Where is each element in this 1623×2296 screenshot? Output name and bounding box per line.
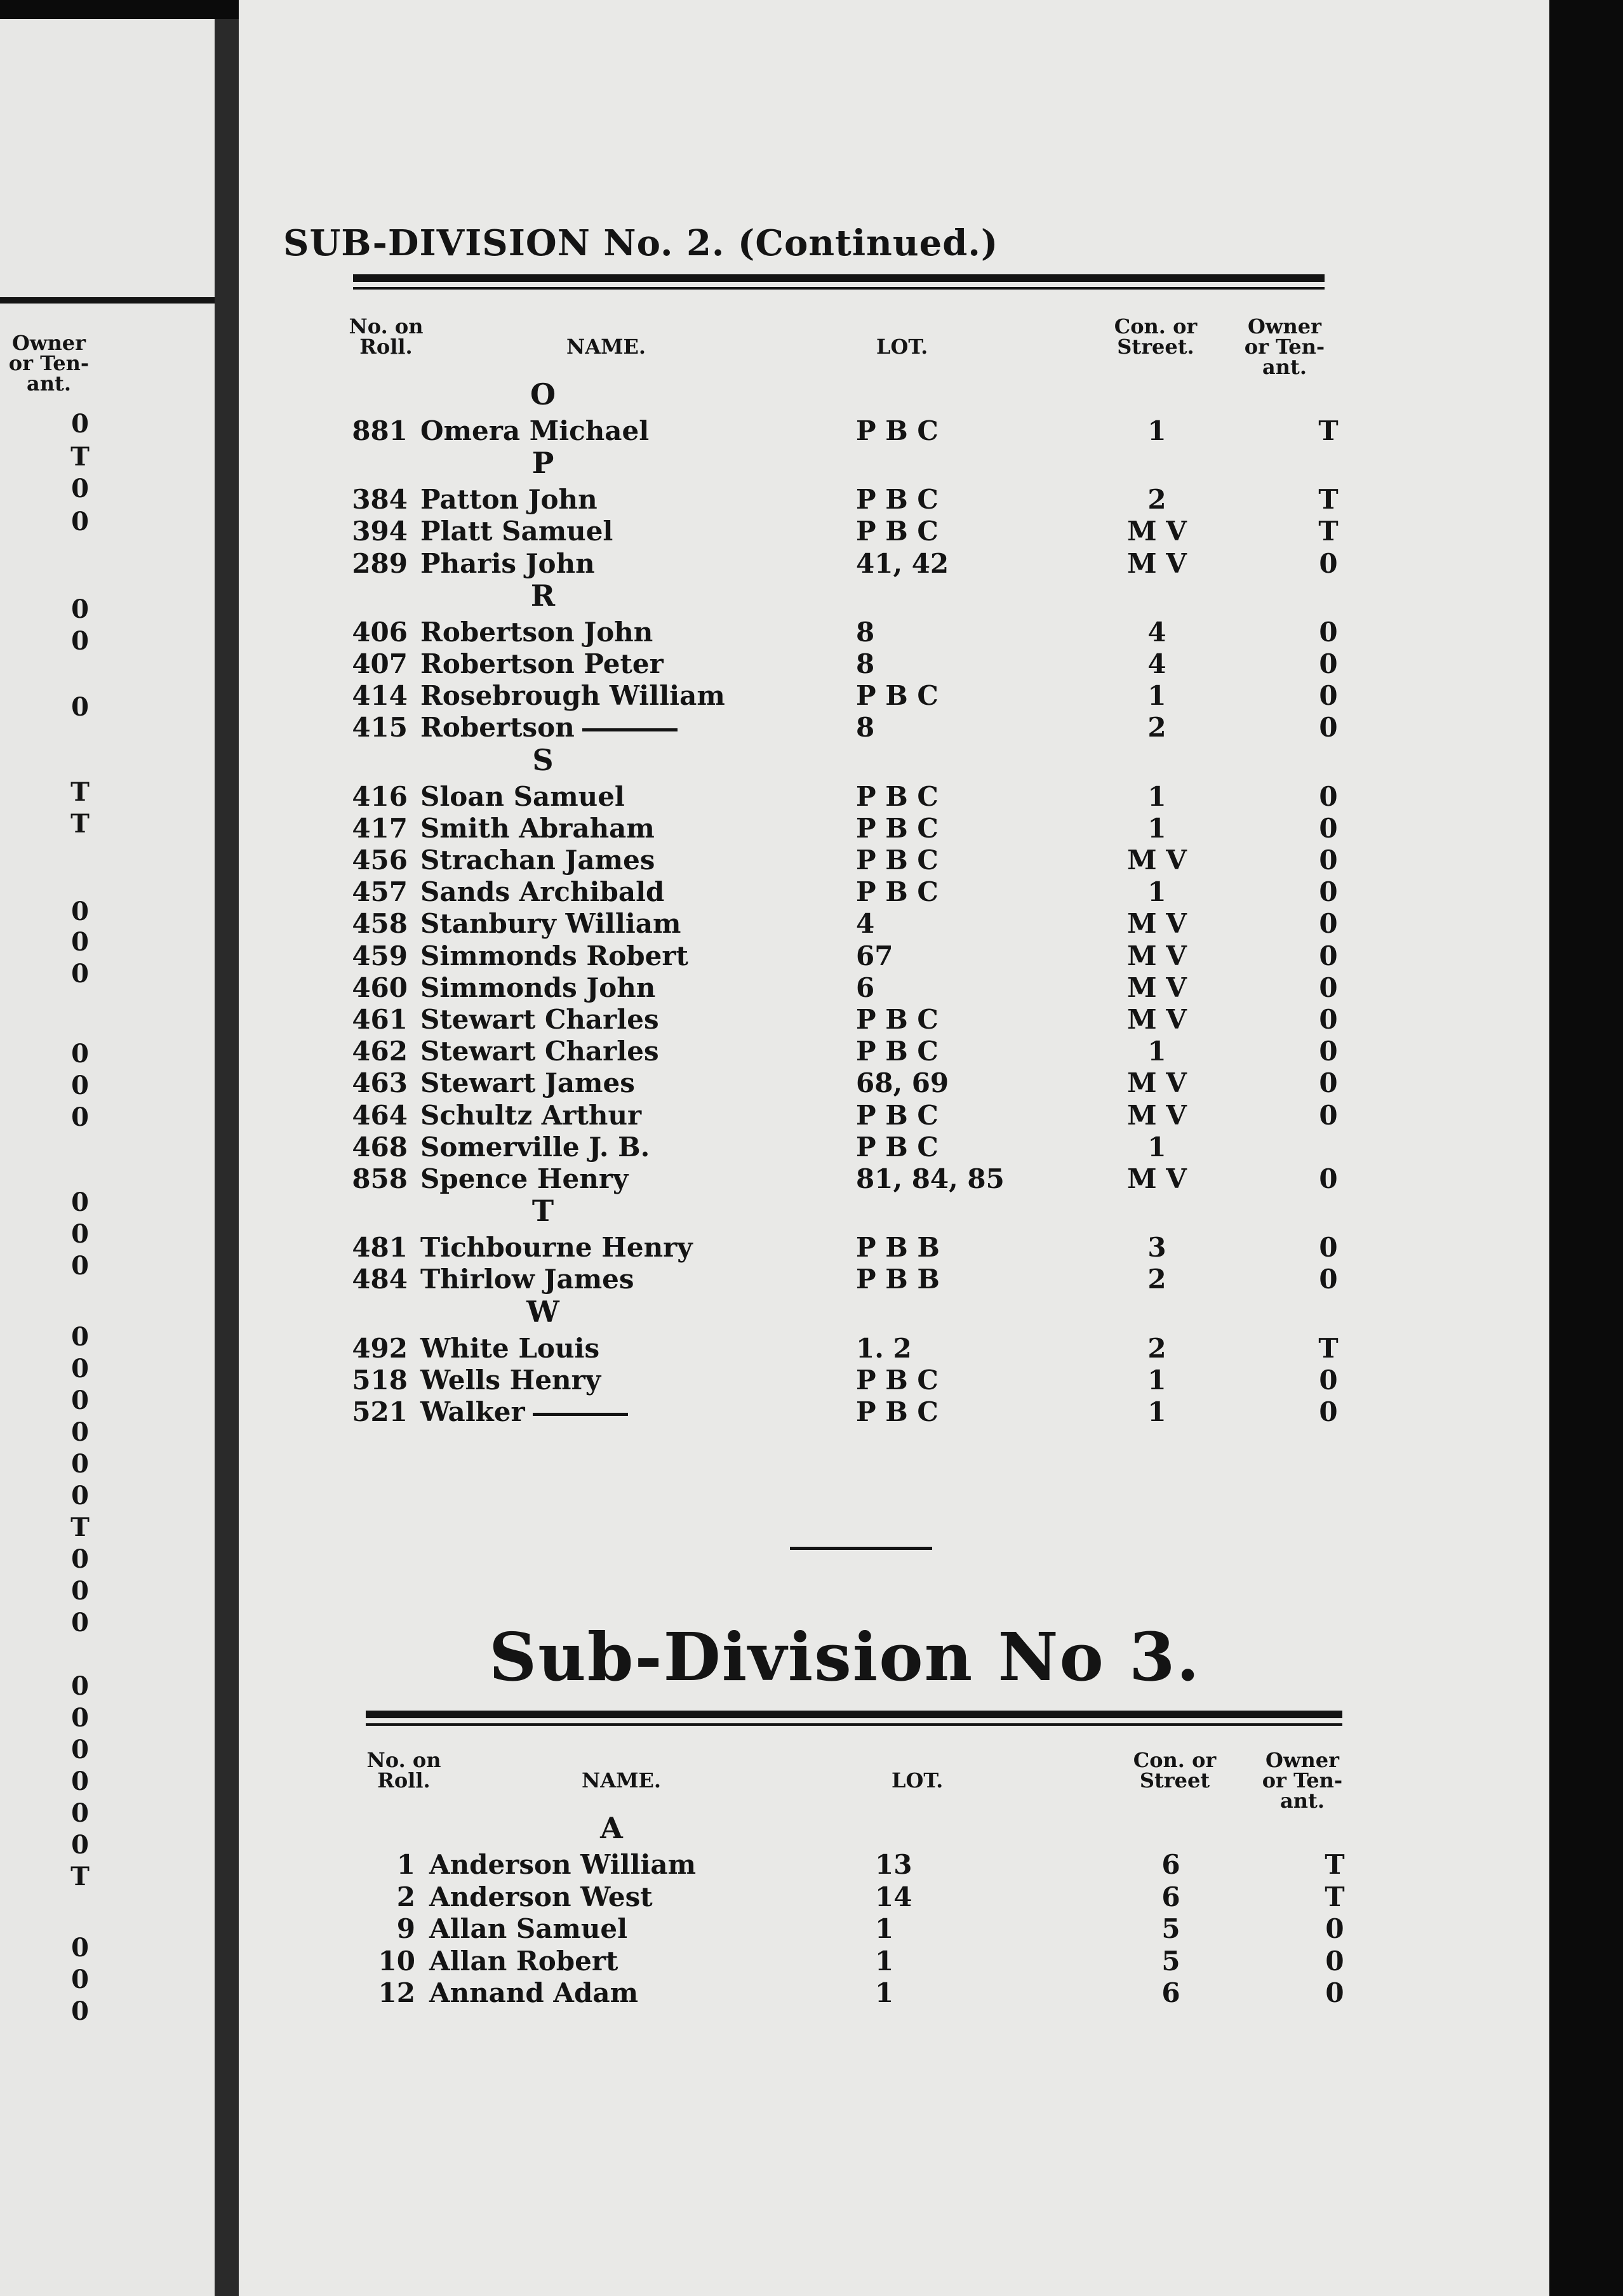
roll-number: 416: [352, 780, 408, 812]
owner-mark: 0: [71, 897, 89, 926]
owner-tenant-value: T: [1325, 1881, 1345, 1912]
owner-mark: 0: [71, 1766, 89, 1796]
owner-mark: 0: [71, 474, 89, 504]
name-text: Wells Henry: [420, 1364, 601, 1396]
lot-value: 67: [856, 940, 893, 971]
owner-mark: 0: [71, 927, 89, 957]
roll-number: 462: [352, 1036, 408, 1067]
name-text: Stewart James: [420, 1067, 635, 1099]
name-text: Tichbourne Henry: [420, 1232, 693, 1264]
name-header: NAME.: [582, 1768, 662, 1792]
owner-mark: 0: [71, 507, 89, 537]
header-line: Owner: [12, 331, 86, 355]
lot-value: P B C: [856, 844, 938, 876]
lot-value: 4: [856, 908, 875, 940]
left-page-fragment: [0, 19, 215, 2296]
lot-value: 1: [875, 1945, 894, 1977]
concession-value: 1: [1147, 1364, 1166, 1396]
roll-number: 1: [396, 1849, 415, 1880]
roll-number: 457: [352, 876, 408, 908]
owner-name: [420, 1396, 628, 1428]
lot-value: P B C: [856, 680, 938, 712]
lot-value: P B C: [856, 876, 938, 908]
name-text: Anderson West: [429, 1881, 653, 1912]
concession-value: M V: [1127, 516, 1187, 547]
concession-value: M V: [1127, 1004, 1187, 1035]
concession-value: 1: [1147, 1396, 1166, 1427]
left-page-rule: [0, 297, 215, 304]
name-text: Schultz Arthur: [420, 1099, 642, 1131]
owner-name: [420, 1131, 650, 1163]
owner-mark: 0: [71, 1933, 89, 1963]
name-text: Robertson Peter: [420, 648, 664, 679]
owner-tenant-value: 0: [1325, 1977, 1344, 2008]
owner-mark: 0: [71, 409, 89, 439]
owner-tenant-value: 0: [1319, 1036, 1338, 1067]
owner-mark: 0: [71, 1671, 89, 1701]
lot-value: 41, 42: [856, 547, 949, 579]
lot-value: P B C: [856, 812, 938, 844]
owner-tenant-header: [1255, 1750, 1350, 1811]
concession-value: 1: [1147, 1036, 1166, 1067]
lot-value: 81, 84, 85: [856, 1163, 1005, 1194]
owner-tenant-header-line: ant.: [1280, 1789, 1325, 1813]
concession-header: [1105, 316, 1206, 357]
owner-mark: 0: [71, 1798, 89, 1828]
roll-number: 459: [352, 940, 408, 971]
concession-value: 6: [1161, 1849, 1180, 1880]
roll-number: 406: [352, 616, 408, 648]
roll-number: 460: [352, 971, 408, 1003]
owner-mark: 0: [71, 626, 89, 656]
owner-name: [420, 813, 655, 844]
owner-tenant-value: 0: [1319, 876, 1338, 908]
owner-tenant-value: 0: [1319, 812, 1338, 844]
owner-mark: 0: [71, 1322, 89, 1352]
concession-value: M V: [1127, 940, 1187, 971]
header-line: ant.: [27, 371, 71, 396]
owner-name: [420, 648, 664, 680]
owner-tenant-value: 0: [1319, 1067, 1338, 1099]
owner-tenant-value: 0: [1319, 712, 1338, 744]
name-text: Walker: [420, 1396, 525, 1427]
owner-mark: 0: [71, 1965, 89, 1994]
owner-mark: 0: [71, 1481, 89, 1511]
owner-tenant-value: 0: [1319, 1396, 1338, 1427]
owner-tenant-value: 0: [1319, 844, 1338, 876]
owner-mark: 0: [71, 1219, 89, 1249]
name-header: NAME.: [566, 335, 646, 359]
sub-division-3-rule-thick: [366, 1711, 1342, 1718]
owner-tenant-header: [1237, 316, 1332, 377]
lot-value: P B C: [856, 516, 938, 547]
owner-tenant-value: 0: [1325, 1913, 1344, 1944]
owner-tenant-value: 0: [1319, 1232, 1338, 1264]
owner-mark: 0: [71, 959, 89, 989]
section-letter: R: [530, 578, 556, 613]
name-text: Strachan James: [420, 844, 655, 876]
roll-number: 858: [352, 1163, 408, 1194]
owner-tenant-value: 0: [1319, 547, 1338, 579]
roll-number: 415: [352, 712, 408, 744]
roll-number: 394: [352, 516, 408, 547]
owner-tenant-value: 0: [1319, 1163, 1338, 1194]
concession-value: 2: [1147, 484, 1166, 516]
owner-name: [420, 1232, 693, 1264]
name-text: Allan Robert: [429, 1945, 618, 1977]
owner-name: [420, 1163, 628, 1195]
lot-header: LOT.: [876, 335, 928, 359]
owner-mark: T: [70, 1862, 90, 1892]
section-letter: O: [530, 377, 556, 411]
roll-number: 518: [352, 1364, 408, 1396]
header-line: or Ten-: [8, 351, 90, 375]
concession-value: 6: [1161, 1977, 1180, 2008]
owner-name: [420, 415, 649, 447]
lot-value: P B C: [856, 415, 938, 446]
name-text: Robertson John: [420, 616, 653, 648]
concession-value: M V: [1127, 971, 1187, 1003]
owner-name: [420, 781, 625, 813]
roll-number: 521: [352, 1396, 408, 1427]
header-rule-thin: [353, 287, 1325, 290]
owner-mark: 0: [71, 1071, 89, 1100]
section-letter: W: [526, 1294, 559, 1329]
owner-mark: 0: [71, 1449, 89, 1479]
owner-tenant-value: 0: [1319, 908, 1338, 940]
lot-value: 1: [875, 1913, 894, 1944]
roll-number: 468: [352, 1131, 408, 1163]
owner-mark: 0: [71, 1544, 89, 1574]
owner-name: [420, 972, 655, 1004]
roll-number-header: [359, 1750, 448, 1791]
section-letter: A: [600, 1811, 623, 1845]
concession-value: 1: [1147, 680, 1166, 712]
owner-name: [420, 548, 595, 580]
section-letter: P: [531, 446, 554, 481]
roll-number: 484: [352, 1264, 408, 1295]
owner-tenant-value: T: [1318, 516, 1339, 547]
owner-name: [420, 908, 681, 940]
lot-value: P B B: [856, 1232, 940, 1264]
owner-tenant-value: 0: [1319, 616, 1338, 648]
concession-value: M V: [1127, 1099, 1187, 1131]
concession-header-line: Con. or: [1133, 1748, 1217, 1772]
owner-name: [420, 484, 598, 516]
concession-value: 3: [1147, 1232, 1166, 1264]
owner-name: [420, 617, 653, 648]
owner-tenant-value: T: [1318, 1332, 1339, 1364]
concession-value: M V: [1127, 908, 1187, 940]
name-text: Patton John: [420, 484, 598, 516]
owner-name: [420, 1100, 641, 1131]
owner-tenant-value: 0: [1319, 780, 1338, 812]
name-text: Sands Archibald: [420, 876, 665, 908]
owner-tenant-value: 0: [1319, 1004, 1338, 1035]
lot-value: 14: [875, 1881, 912, 1912]
lot-value: P B C: [856, 1004, 938, 1035]
owner-tenant-header-line: Owner: [1248, 314, 1321, 338]
concession-header-line: Street.: [1117, 335, 1194, 359]
owner-name: [420, 876, 664, 908]
owner-mark: T: [70, 809, 90, 839]
lot-value: 68, 69: [856, 1067, 949, 1099]
owner-mark: 0: [71, 692, 89, 722]
name-text: Stanbury William: [420, 908, 681, 940]
sub-division-3-rule-thin: [366, 1723, 1342, 1726]
concession-value: 1: [1147, 415, 1166, 446]
roll-number: 384: [352, 484, 408, 516]
owner-tenant-value: 0: [1319, 680, 1338, 712]
name-text: Pharis John: [420, 547, 595, 579]
lot-value: P B C: [856, 1099, 938, 1131]
name-text: Sloan Samuel: [420, 780, 625, 812]
section-end-rule: [790, 1547, 932, 1550]
owner-mark: 0: [71, 1576, 89, 1606]
concession-value: M V: [1127, 1163, 1187, 1194]
roll-number-header-line: No. on: [366, 1748, 441, 1772]
concession-value: 4: [1147, 648, 1166, 679]
roll-number: 10: [378, 1945, 415, 1977]
owner-name: [420, 516, 613, 547]
section-letter: S: [532, 742, 554, 777]
lot-value: P B C: [856, 1396, 938, 1427]
concession-value: M V: [1127, 547, 1187, 579]
owner-mark: T: [70, 1512, 90, 1542]
section-letter: T: [531, 1194, 554, 1229]
lot-value: 8: [856, 712, 875, 744]
owner-mark: 0: [71, 1039, 89, 1069]
owner-tenant-value: 0: [1319, 648, 1338, 679]
concession-value: 1: [1147, 876, 1166, 908]
owner-tenant-value: T: [1318, 415, 1339, 446]
owner-mark: 0: [71, 1830, 89, 1860]
owner-tenant-header-line: Owner: [1266, 1748, 1339, 1772]
lot-value: 1. 2: [856, 1332, 912, 1364]
sub-division-2-title: SUB-DIVISION No. 2. (Continued.): [283, 222, 999, 264]
concession-value: 4: [1147, 616, 1166, 648]
name-text: Stewart Charles: [420, 1004, 659, 1035]
owner-name: [420, 712, 678, 744]
lot-value: 6: [856, 971, 875, 1003]
roll-number-header-line: Roll.: [377, 1768, 431, 1792]
lot-value: 13: [875, 1849, 912, 1880]
name-text: Somerville J. B.: [420, 1131, 650, 1163]
concession-value: 2: [1147, 1264, 1166, 1295]
blank-name-line: [582, 728, 678, 731]
owner-tenant-value: 0: [1319, 971, 1338, 1003]
name-text: White Louis: [420, 1332, 600, 1364]
name-text: Omera Michael: [420, 415, 650, 446]
owner-name: [429, 1977, 638, 2009]
owner-tenant-header-line: or Ten-: [1244, 335, 1325, 359]
roll-number: 456: [352, 844, 408, 876]
name-text: Smith Abraham: [420, 812, 655, 844]
owner-mark: 0: [71, 1187, 89, 1217]
owner-mark: 0: [71, 1251, 89, 1281]
roll-number: 481: [352, 1232, 408, 1264]
owner-mark: 0: [71, 1354, 89, 1384]
roll-number: 881: [352, 415, 408, 446]
concession-value: 5: [1161, 1913, 1180, 1944]
lot-header: LOT.: [892, 1768, 944, 1792]
owner-tenant-header-line: ant.: [1262, 355, 1307, 379]
lot-value: P B C: [856, 1131, 938, 1163]
lot-value: P B B: [856, 1264, 940, 1295]
name-text: Simmonds John: [420, 971, 656, 1003]
owner-mark: 0: [71, 594, 89, 624]
name-text: Allan Samuel: [429, 1913, 628, 1944]
lot-value: P B C: [856, 1364, 938, 1396]
owner-tenant-value: T: [1318, 484, 1339, 516]
roll-number: 414: [352, 680, 408, 712]
concession-value: 1: [1147, 812, 1166, 844]
roll-number: 2: [396, 1881, 415, 1912]
lot-value: 8: [856, 648, 875, 679]
owner-mark: 0: [71, 1996, 89, 2026]
owner-name: [420, 1067, 635, 1099]
owner-name: [420, 940, 688, 972]
owner-name: [420, 1365, 601, 1396]
blank-name-line: [533, 1413, 628, 1416]
owner-name: [429, 1881, 653, 1913]
owner-tenant-value: 0: [1319, 940, 1338, 971]
concession-value: 2: [1147, 1332, 1166, 1364]
owner-name: [429, 1913, 627, 1945]
name-text: Stewart Charles: [420, 1036, 659, 1067]
roll-number-header-line: Roll.: [359, 335, 413, 359]
concession-value: M V: [1127, 844, 1187, 876]
concession-value: M V: [1127, 1067, 1187, 1099]
owner-mark: 0: [71, 1417, 89, 1447]
concession-value: 6: [1161, 1881, 1180, 1912]
lot-value: P B C: [856, 1036, 938, 1067]
name-text: Platt Samuel: [420, 516, 613, 547]
lot-value: P B C: [856, 484, 938, 516]
owner-name: [420, 1333, 599, 1365]
owner-mark: 0: [71, 1703, 89, 1733]
header-rule-thick: [353, 274, 1325, 282]
owner-name: [420, 1036, 659, 1067]
concession-header: [1124, 1750, 1226, 1791]
owner-mark: 0: [71, 1102, 89, 1132]
concession-value: 1: [1147, 780, 1166, 812]
name-text: Anderson William: [429, 1849, 697, 1880]
left-page-owner-header: [1, 333, 97, 394]
sub-division-3-title: Sub-Division No 3.: [489, 1618, 1201, 1696]
roll-number: 461: [352, 1004, 408, 1035]
roll-number: 463: [352, 1067, 408, 1099]
roll-number: 289: [352, 547, 408, 579]
concession-value: 1: [1147, 1131, 1166, 1163]
owner-tenant-header-line: or Ten-: [1262, 1768, 1343, 1792]
concession-header-line: Con. or: [1114, 314, 1198, 338]
owner-name: [429, 1849, 696, 1881]
name-text: Simmonds Robert: [420, 940, 688, 971]
name-text: Rosebrough William: [420, 680, 725, 712]
name-text: Spence Henry: [420, 1163, 629, 1194]
roll-number: 12: [378, 1977, 415, 2008]
roll-number: 9: [396, 1913, 415, 1944]
concession-value: 5: [1161, 1945, 1180, 1977]
concession-value: 2: [1147, 712, 1166, 744]
owner-name: [420, 680, 725, 712]
owner-mark: 0: [71, 1385, 89, 1415]
owner-tenant-value: 0: [1325, 1945, 1344, 1977]
owner-name: [420, 1004, 659, 1036]
lot-value: 8: [856, 616, 875, 648]
name-text: Thirlow James: [420, 1264, 634, 1295]
owner-name: [420, 844, 655, 876]
roll-number: 492: [352, 1332, 408, 1364]
roll-number: 458: [352, 908, 408, 940]
lot-value: P B C: [856, 780, 938, 812]
lot-value: 1: [875, 1977, 894, 2008]
roll-number: 464: [352, 1099, 408, 1131]
owner-mark: T: [70, 442, 90, 472]
owner-mark: 0: [71, 1735, 89, 1765]
name-text: Annand Adam: [429, 1977, 639, 2008]
owner-mark: T: [70, 777, 90, 807]
roll-number: 417: [352, 812, 408, 844]
owner-tenant-value: T: [1325, 1849, 1345, 1880]
roll-number-header: [342, 316, 431, 357]
owner-tenant-value: 0: [1319, 1364, 1338, 1396]
roll-number-header-line: No. on: [349, 314, 424, 338]
name-text: Robertson: [420, 712, 575, 744]
roll-number: 407: [352, 648, 408, 679]
owner-name: [420, 1264, 634, 1295]
owner-tenant-value: 0: [1319, 1099, 1338, 1131]
owner-name: [429, 1946, 618, 1977]
owner-mark: 0: [71, 1608, 89, 1638]
book-gutter: [215, 19, 239, 2296]
concession-header-line: Street: [1139, 1768, 1210, 1792]
owner-tenant-value: 0: [1319, 1264, 1338, 1295]
